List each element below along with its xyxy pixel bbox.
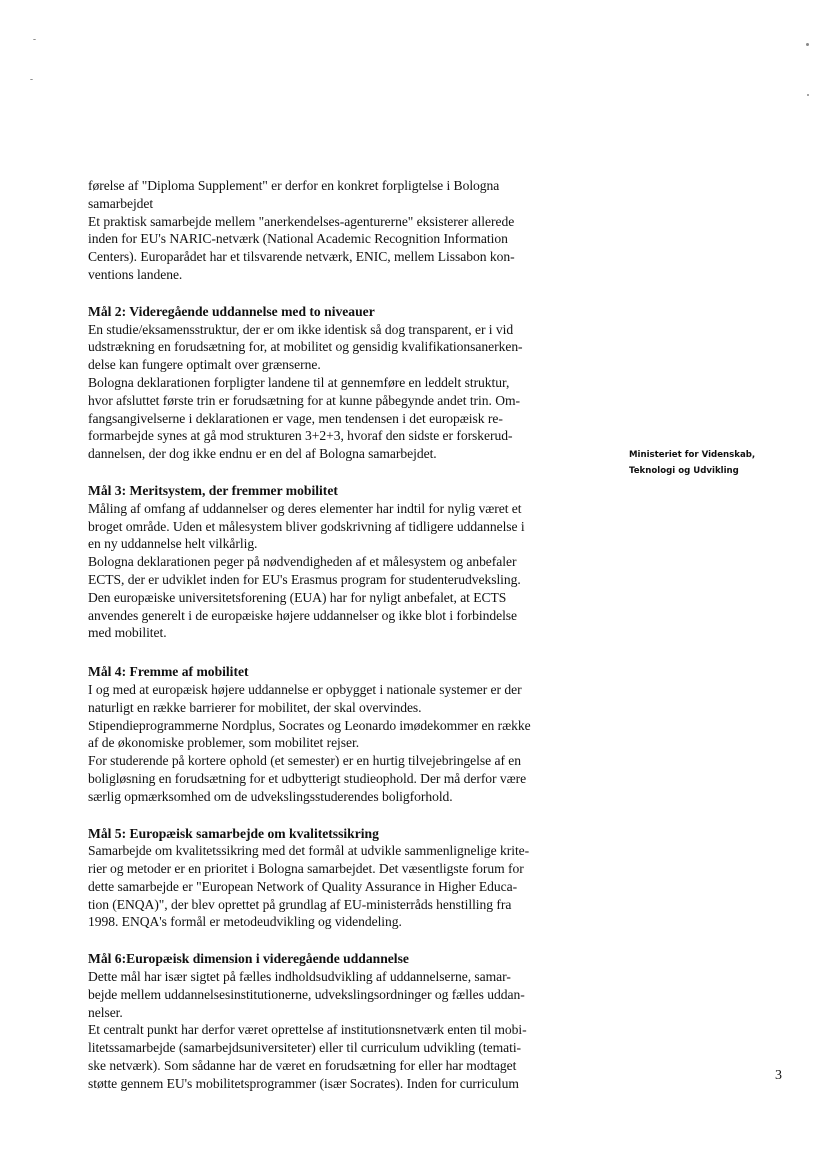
text-line: Samarbejde om kvalitetssikring med det formål at udvikle sammenlignelige krite-	[88, 843, 530, 859]
section-goal-6	[88, 950, 598, 1092]
scan-speck	[807, 94, 809, 96]
text-line: Den europæiske universitetsforening (EUA) har for nyligt anbefalet, at ECTS	[88, 589, 507, 605]
section-goal-5	[88, 825, 598, 932]
text-line: litetssamarbejde (samarbejdsuniversiteter) eller til curriculum udvikling (temati-	[88, 1040, 522, 1056]
section-heading: Mål 3: Meritsystem, der fremmer mobilitet	[88, 482, 338, 498]
text-line: med mobilitet.	[88, 625, 167, 641]
section-heading: Mål 5: Europæisk samarbejde om kvalitetssikring	[88, 825, 379, 841]
text-line: broget område. Uden et målesystem bliver godskrivning af tidligere uddannelse i	[88, 518, 525, 534]
text-line: hvor afsluttet første trin er forudsætning for at kunne påbegynde andet trin. Om-	[88, 392, 520, 408]
text-line: naturligt en række barrierer for mobilitet, der skal overvindes.	[88, 699, 422, 715]
text-line: fangsangivelserne i deklarationen er vage, men tendensen i det europæisk re-	[88, 410, 503, 426]
section-goal-3	[88, 482, 598, 642]
text-line: ventions landene.	[88, 266, 183, 282]
text-line: dannelsen, der dog ikke endnu er en del af Bologna samarbejdet.	[88, 446, 437, 462]
text-line: særlig opmærksomhed om de udvekslingsstuderendes boligforhold.	[88, 788, 453, 804]
text-line: Bologna deklarationen peger på nødvendigheden af et målesystem og anbefaler	[88, 554, 517, 570]
text-line: For studerende på kortere ophold (et semester) er en hurtig tilvejebringelse af en	[88, 753, 522, 769]
text-line: Måling af omfang af uddannelser og deres elementer har indtil for nylig været et	[88, 500, 522, 516]
section-heading: Mål 4: Fremme af mobilitet	[88, 664, 249, 680]
intro-paragraph	[88, 177, 598, 284]
scan-speck	[806, 43, 809, 46]
text-line: tion (ENQA)", der blev oprettet på grundlag af EU-ministerråds henstilling fra	[88, 896, 512, 912]
text-line: udstrækning en forudsætning for, at mobilitet og gensidig kvalifikationsanerken-	[88, 339, 523, 355]
section-heading: Mål 2: Videregående uddannelse med to niveauer	[88, 303, 375, 319]
text-line: Stipendieprogrammerne Nordplus, Socrates og Leonardo imødekommer en række	[88, 717, 531, 733]
text-line: Dette mål har især sigtet på fælles indholdsudvikling af uddannelserne, samar-	[88, 969, 511, 985]
text-line: bejde mellem uddannelsesinstitutionerne, udvekslingsordninger og fælles uddan-	[88, 986, 525, 1002]
text-line: støtte gennem EU's mobilitetsprogrammer (især Socrates). Inden for curriculum	[88, 1075, 519, 1091]
text-line: 1998. ENQA's formål er metodeudvikling og videndeling.	[88, 914, 402, 930]
sidebar-line: Ministeriet for Videnskab,	[629, 450, 756, 460]
page-number: 3	[775, 1068, 782, 1083]
text-line: en ny uddannelse helt vilkårlig.	[88, 536, 258, 552]
scan-speck	[33, 39, 36, 40]
text-line: delse kan fungere optimalt over grænserne.	[88, 357, 321, 373]
text-line: rier og metoder er en prioritet i Bologna samarbejdet. Det væsentligste forum for	[88, 861, 524, 877]
text-line: inden for EU's NARIC-netværk (National Academic Recognition Information	[88, 231, 508, 247]
text-line: formarbejde synes at gå mod strukturen 3+2+3, hvoraf den sidste er forskerud-	[88, 428, 513, 444]
text-line: Et centralt punkt har derfor været oprettelse af institutionsnetværk enten til mobi-	[88, 1022, 527, 1038]
text-line: ske netværk). Som sådanne har de været en forudsætning for eller har modtaget	[88, 1058, 517, 1074]
text-line: Bologna deklarationen forpligter landene til at gennemføre en leddelt struktur,	[88, 374, 510, 390]
main-text-column	[88, 177, 598, 1093]
section-goal-2	[88, 303, 598, 463]
text-line: førelse af "Diploma Supplement" er derfor en konkret forpligtelse i Bologna	[88, 178, 500, 193]
text-line: dette samarbejde er "European Network of Quality Assurance in Higher Educa-	[88, 878, 518, 894]
text-line: samarbejdet	[88, 195, 154, 211]
scan-speck	[30, 79, 33, 80]
text-line: nelser.	[88, 1004, 123, 1020]
text-line: boligløsning en forudsætning for et udbytterigt studieophold. Der må derfor være	[88, 770, 527, 786]
sidebar-line: Teknologi og Udvikling	[629, 466, 739, 476]
text-line: af de økonomiske problemer, som mobilitet rejser.	[88, 735, 360, 751]
text-line: Et praktisk samarbejde mellem "anerkendelses-agenturerne" eksisterer allerede	[88, 213, 515, 229]
text-line: Centers). Europarådet har et tilsvarende netværk, ENIC, mellem Lissabon kon-	[88, 249, 515, 265]
ministry-sidebar-label	[629, 447, 755, 479]
section-goal-4	[88, 663, 598, 805]
text-line: ECTS, der er udviklet inden for EU's Erasmus program for studenterudveksling.	[88, 571, 521, 587]
text-line: I og med at europæisk højere uddannelse er opbygget i nationale systemer er der	[88, 681, 522, 697]
text-line: En studie/eksamensstruktur, der er om ikke identisk så dog transparent, er i vid	[88, 321, 514, 337]
section-heading: Mål 6:Europæisk dimension i videregående uddannelse	[88, 951, 409, 967]
text-line: anvendes generelt i de europæiske højere uddannelser og ikke blot i forbindelse	[88, 607, 518, 623]
